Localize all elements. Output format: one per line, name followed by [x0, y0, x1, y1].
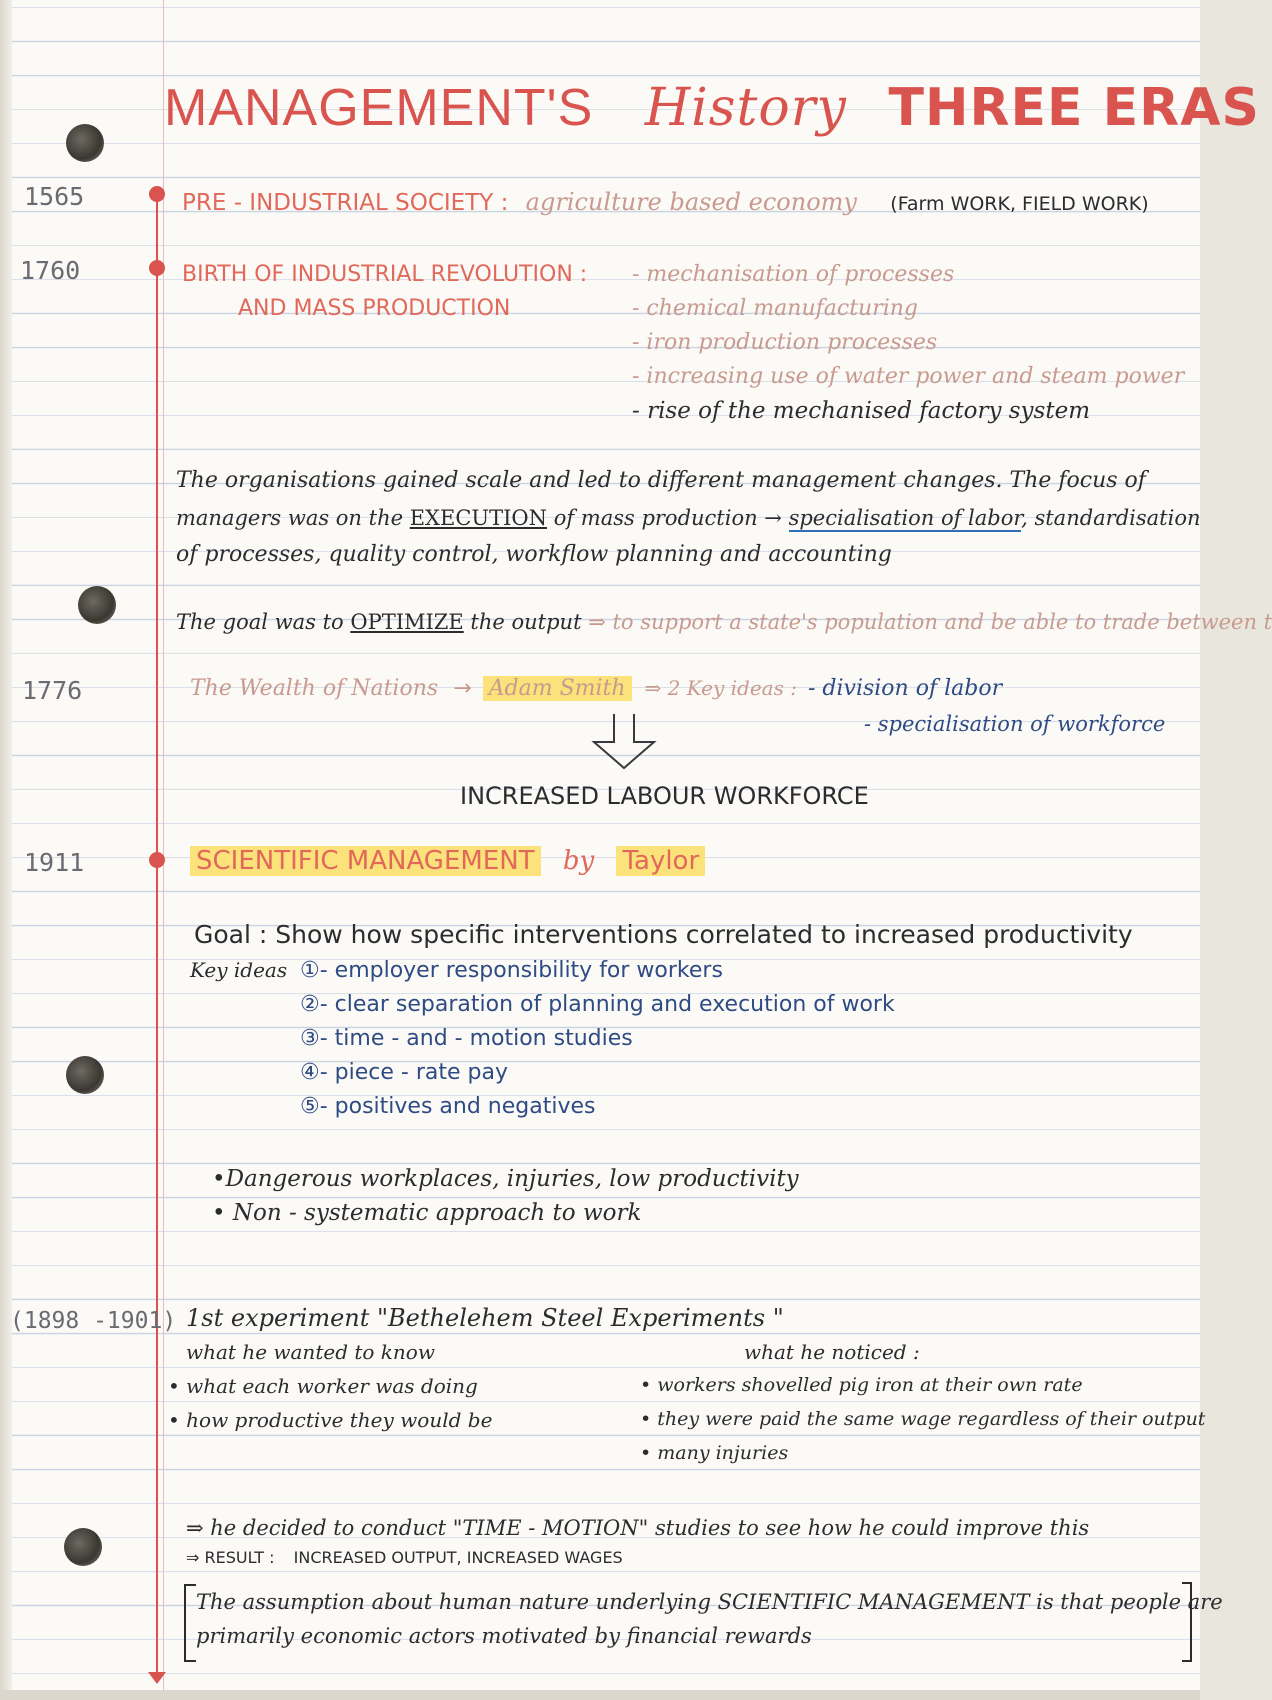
- industrial-item: - chemical manufacturing: [632, 296, 919, 321]
- increased-workforce: INCREASED LABOUR WORKFORCE: [460, 782, 869, 810]
- title-part-1: MANAGEMENT'S: [164, 79, 594, 137]
- scientific-goal: Goal : Show how specific interventions correlated to increased productivity: [194, 920, 1133, 949]
- result-label: ⇒ RESULT :: [186, 1548, 275, 1567]
- wealth-idea-1: - division of labor: [807, 676, 1003, 701]
- noticed-item: • they were paid the same wage regardless of their output: [640, 1408, 1206, 1430]
- industrial-item: - iron production processes: [632, 330, 938, 355]
- organisations-text: , standardisation: [1021, 506, 1201, 530]
- preindustrial-note: (Farm WORK, FIELD WORK): [890, 193, 1149, 215]
- goal-paragraph: [176, 610, 1272, 634]
- wealth-book: The Wealth of Nations: [190, 676, 439, 701]
- wealth-author: Adam Smith: [483, 676, 632, 701]
- industrial-heading-1: BIRTH OF INDUSTRIAL REVOLUTION :: [182, 262, 588, 287]
- year-label: 1565: [24, 182, 85, 211]
- execution-term: EXECUTION: [409, 506, 547, 530]
- preindustrial-line: [182, 188, 1149, 216]
- wealth-ideas: ⇒ 2 Key ideas :: [644, 676, 797, 700]
- title-part-2: History: [644, 78, 847, 138]
- title-part-3: THREE ERAS: [888, 78, 1260, 138]
- scientific-by: by: [562, 846, 595, 876]
- negative-point: •Dangerous workplaces, injuries, low productivity: [212, 1166, 799, 1192]
- arrow-down-icon: [590, 712, 658, 770]
- industrial-heading-2: AND MASS PRODUCTION: [238, 296, 511, 321]
- year-label: 1776: [22, 676, 83, 705]
- arrow-right-icon: →: [453, 676, 472, 701]
- preindustrial-heading: PRE - INDUSTRIAL SOCIETY :: [182, 190, 509, 216]
- wanted-item: • how productive they would be: [168, 1408, 493, 1432]
- margin-line: [163, 0, 164, 1700]
- result-line: [186, 1548, 623, 1567]
- key-idea: ①- employer responsibility for workers: [300, 958, 723, 983]
- timeline-line: [156, 190, 158, 1682]
- organisations-line-2: [176, 506, 1201, 530]
- scientific-heading-line: [190, 846, 705, 876]
- preindustrial-desc: agriculture based economy: [525, 188, 857, 216]
- timeline-arrow-icon: [148, 1672, 166, 1684]
- noticed-title: what he noticed :: [744, 1340, 920, 1364]
- result-text: INCREASED OUTPUT, INCREASED WAGES: [293, 1548, 623, 1567]
- organisations-line-1: The organisations gained scale and led to different management changes. The focus of: [176, 468, 1146, 493]
- assumption-line-1: The assumption about human nature underlying SCIENTIFIC MANAGEMENT is that people are: [196, 1590, 1223, 1614]
- industrial-item: - increasing use of water power and steam power: [632, 364, 1185, 389]
- wealth-idea-2: - specialisation of workforce: [864, 712, 1166, 736]
- key-idea: ③- time - and - motion studies: [300, 1026, 633, 1051]
- timeline-dot: [149, 852, 165, 868]
- key-idea: ⑤- positives and negatives: [300, 1094, 596, 1119]
- key-idea: ④- piece - rate pay: [300, 1060, 508, 1085]
- organisations-text: of mass production →: [553, 506, 782, 530]
- wealth-line: [190, 676, 1002, 701]
- punch-hole: [64, 1528, 102, 1566]
- organisations-line-3: of processes, quality control, workflow planning and accounting: [176, 542, 892, 567]
- year-label: (1898 -1901): [10, 1308, 177, 1334]
- timeline-dot: [149, 260, 165, 276]
- organisations-text: managers was on the: [176, 506, 404, 530]
- goal-text-faint: ⇒ to support a state's population and be able to trade between t: [588, 610, 1272, 634]
- experiment-heading: 1st experiment "Bethelehem Steel Experiments ": [186, 1304, 784, 1332]
- key-ideas-label: Key ideas: [190, 958, 288, 982]
- noticed-item: • many injuries: [640, 1442, 789, 1464]
- industrial-item: - rise of the mechanised factory system: [632, 398, 1091, 424]
- specialisation-term: specialisation of labor: [788, 506, 1022, 530]
- assumption-line-2: primarily economic actors motivated by financial rewards: [196, 1624, 812, 1648]
- wanted-item: • what each worker was doing: [168, 1374, 478, 1398]
- goal-text: The goal was to: [176, 610, 344, 634]
- scientific-heading: SCIENTIFIC MANAGEMENT: [190, 846, 541, 876]
- punch-hole: [66, 1056, 104, 1094]
- page-bottom-edge: [0, 1690, 1200, 1700]
- scientific-author: Taylor: [616, 846, 705, 876]
- key-idea: ②- clear separation of planning and execution of work: [300, 992, 895, 1017]
- noticed-item: • workers shovelled pig iron at their own rate: [640, 1374, 1083, 1396]
- negative-point: • Non - systematic approach to work: [212, 1200, 642, 1226]
- punch-hole: [66, 124, 104, 162]
- timeline-dot: [149, 186, 165, 202]
- year-label: 1911: [24, 848, 85, 877]
- optimize-term: OPTIMIZE: [350, 610, 464, 634]
- year-label: 1760: [20, 256, 81, 285]
- decided-line: ⇒ he decided to conduct "TIME - MOTION" studies to see how he could improve this: [186, 1516, 1090, 1540]
- goal-text: the output: [470, 610, 582, 634]
- bracket-left: [184, 1584, 196, 1662]
- page-left-edge: [0, 0, 12, 1700]
- industrial-item: - mechanisation of processes: [632, 262, 955, 287]
- wanted-title: what he wanted to know: [186, 1340, 435, 1364]
- punch-hole: [78, 586, 116, 624]
- page-title: [164, 78, 1260, 138]
